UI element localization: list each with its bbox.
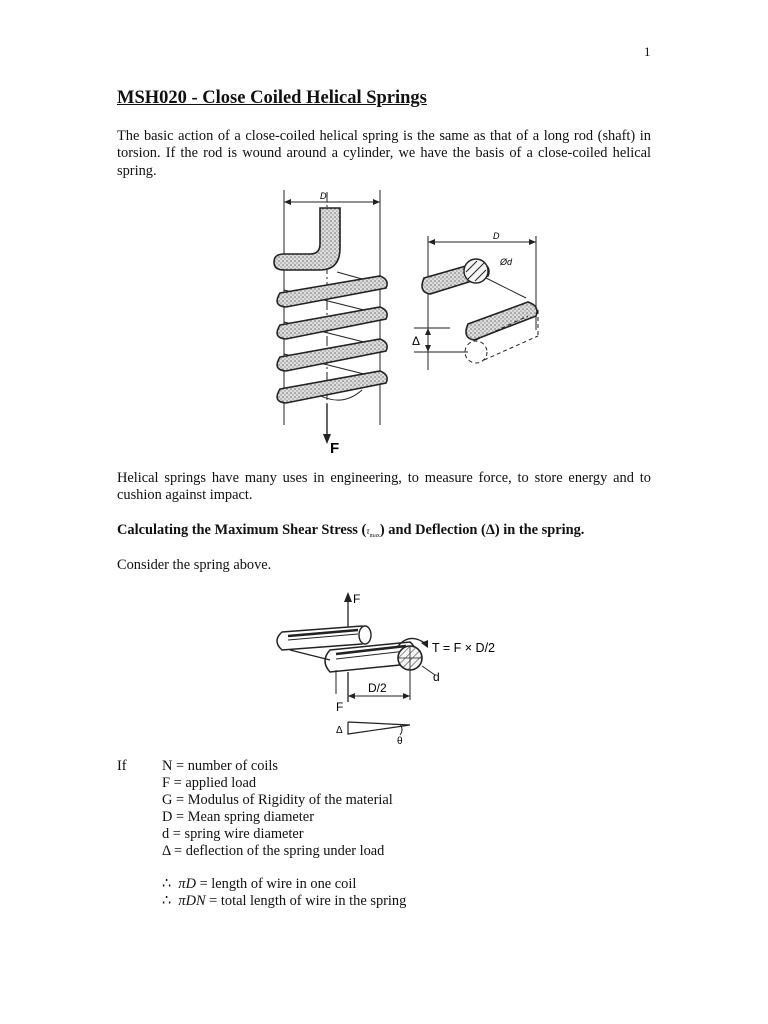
uses-paragraph: Helical springs have many uses in engineering, to measure force, to store energy and to cushion against impact. (117, 470, 651, 504)
coil-free-body-figure (270, 588, 495, 746)
section-coil-lower (466, 302, 537, 340)
section-back-coil (486, 278, 526, 298)
load-label-F: F (330, 440, 340, 456)
force-label-bottom: F (336, 700, 344, 714)
dimension-label-D: D (320, 191, 327, 201)
if-label: If (117, 758, 127, 774)
spring-front-coils (277, 276, 387, 403)
intro-paragraph: The basic action of a close-coiled helical spring is the same as that of a long rod (shaft) in torsion. If the rod is wound around a cylinder, we have the basis of a close-coiled helical spring. (117, 128, 651, 179)
wedge-delta-label: Δ (336, 725, 343, 736)
definition-item: Δ = deflection of the spring under load (162, 843, 385, 859)
definition-item: F = applied load (162, 775, 257, 791)
wire-length-total-line: ∴ πDN = total length of wire in the spring (162, 893, 407, 909)
half-D-label: D/2 (368, 681, 387, 695)
force-label-top: F (353, 592, 361, 606)
consider-paragraph: Consider the spring above. (117, 557, 272, 573)
document-title: MSH020 - Close Coiled Helical Springs (117, 88, 427, 108)
wire-diameter-label: Ød (500, 257, 513, 267)
wire-diameter-label-d: d (433, 670, 440, 684)
section-dimension-label-D: D (493, 231, 500, 241)
tau-max-symbol: $\tau_{max}$ (366, 526, 380, 539)
wire-length-coil-line: ∴ πD = length of wire in one coil (162, 876, 357, 892)
coil-tube-upper (277, 626, 367, 650)
deflection-wedge (348, 722, 410, 734)
page-number: 1 (644, 44, 651, 59)
definition-item: d = spring wire diameter (162, 826, 304, 842)
section-heading: Calculating the Maximum Shear Stress $(\tau_{max})$ and Deflection (Δ) in the spring. (117, 522, 585, 539)
deflection-label: Δ (412, 334, 421, 348)
helical-spring-figure (262, 180, 552, 456)
definition-item: G = Modulus of Rigidity of the material (162, 792, 393, 808)
torque-label: T = F × D/2 (432, 641, 495, 655)
theta-label: θ (397, 736, 403, 746)
definition-item: N = number of coils (162, 758, 279, 774)
definition-item: D = Mean spring diameter (162, 809, 314, 825)
